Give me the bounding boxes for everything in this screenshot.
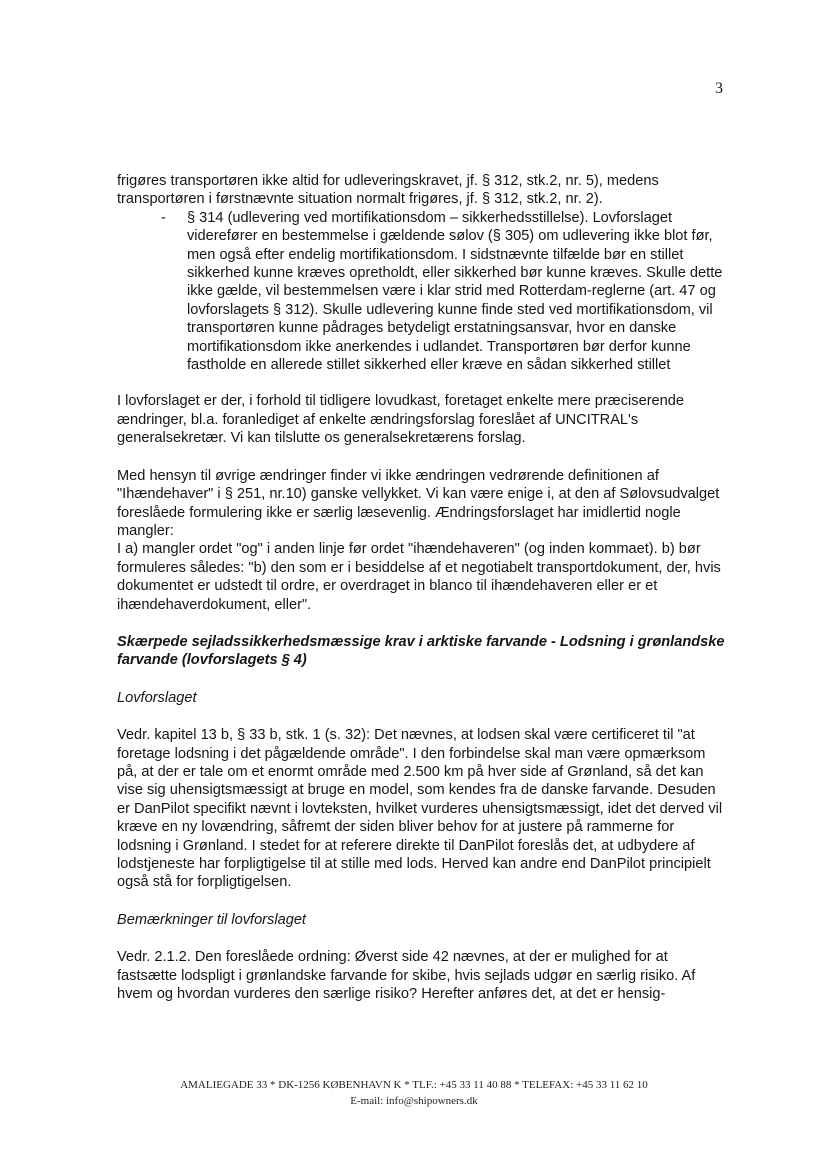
paragraph-ihaendehaver-intro: Med hensyn til øvrige ændringer finder vi ikke ændringen vedrørende definitionen af "Ihændehaver" i § 251, nr.10) ganske vellykket. Vi kan være enige i, at den af Sølovsudvalget foreslåede formulering ikke er særlig læsevenlig. Ændringsforslaget har imidlertid nogle mangler:	[117, 467, 720, 539]
page-number: 3	[715, 80, 723, 97]
paragraph-lodspligt: Vedr. 2.1.2. Den foreslåede ordning: Øverst side 42 nævnes, at der er mulighed for at fastsætte lodspligt i grønlandske farvande for skibe, hvis sejlads udgør en særlig risiko. Af hvem og hvordan vurderes den særlige risiko? Herefter anføres det, at det er hensig-	[117, 949, 696, 1003]
letterhead-footer	[0, 1077, 828, 1109]
paragraph-lodsning: Vedr. kapitel 13 b, § 33 b, stk. 1 (s. 32): Det nævnes, at lodsen skal være certificeret til "at foretage lodsning i det pågældende område". I den forbindelse skal man være opmærksom på, at der er tale om et enormt område med 2.500 km på hver side af Grønland, så det kan vise sig uhensigtsmæssigt at bruge en model, som kendes fra de danske farvande. Desuden er DanPilot specifikt nævnt i lovteksten, hvilket vurderes uhensigtsmæssigt, idet det derved vil kræve en ny lovændring, såfremt der siden bliver behov for at justere på rammerne for lodsning i Grønland. I stedet for at referere direkte til DanPilot foreslås det, at udbydere af lodstjeneste har forpligtigelse til at stille med lods. Herved kan andre end DanPilot principielt også stå for forpligtigelsen.	[117, 727, 723, 891]
subheading-bemaerkninger: Bemærkninger til lovforslaget	[117, 911, 306, 928]
bullet-dash: -	[161, 209, 166, 226]
continuation-paragraph: frigøres transportøren ikke altid for udleveringskravet, jf. § 312, stk.2, nr. 5), medens transportøren i førstnævnte situation normalt frigøres, jf. § 312, stk.2, nr. 2).	[117, 173, 659, 208]
footer-email: E-mail: info@shipowners.dk	[350, 1095, 478, 1107]
document-body	[117, 172, 729, 1022]
footer-address: AMALIEGADE 33 * DK-1256 KØBENHAVN K * TLF.: +45 33 11 40 88 * TELEFAX: +45 33 11 62 10	[180, 1079, 648, 1091]
bullet-item	[161, 209, 729, 375]
subheading-lovforslaget: Lovforslaget	[117, 689, 197, 706]
section-heading: Skærpede sejladssikkerhedsmæssige krav i arktiske farvande - Lodsning i grønlandske farvande (lovforslagets § 4)	[117, 633, 725, 669]
paragraph-ihaendehaver-details: I a) mangler ordet "og" i anden linje før ordet "ihændehaveren" (og inden kommaet). b) bør formuleres således: "b) den som er i besiddelse af et negotiabelt transportdokument, der, hvis dokumentet er udstedt til ordre, er overdraget in blanco til ihændehaveren eller er et ihændehaverdokument, eller".	[117, 541, 721, 613]
paragraph-uncitral: I lovforslaget er der, i forhold til tidligere lovudkast, foretaget enkelte mere præciserende ændringer, bl.a. foranlediget af enkelte ændringsforslag foreslået af UNCITRAL's generalsekretær. Vi kan tilslutte os generalsekretærens forslag.	[117, 393, 685, 447]
paragraph-ihaendehaver	[117, 467, 729, 614]
bullet-text: § 314 (udlevering ved mortifikationsdom – sikkerhedsstillelse). Lovforslaget viderefører en bestemmelse i gældende sølov (§ 305) om udlevering ikke blot før, men også efter endelig mortifikationsdom. I sidstnævnte tilfælde bør en stillet sikkerhed kunne kræves opretholdt, eller sikkerhed bør kunne kræves. Skulle dette ikke gælde, vil bestemmelsen være i klar strid med Rotterdam-reglerne (art. 47 og lovforslagets § 312). Skulle udlevering kunne finde sted ved mortifikationsdom, vil transportøren kunne pådrages betydeligt erstatningsansvar, hvor en danske mortifikationsdom ikke anerkendes i udlandet. Transportøren bør derfor kunne fastholde en allerede stillet sikkerhed eller kræve en sådan sikkerhed stillet	[187, 209, 723, 374]
